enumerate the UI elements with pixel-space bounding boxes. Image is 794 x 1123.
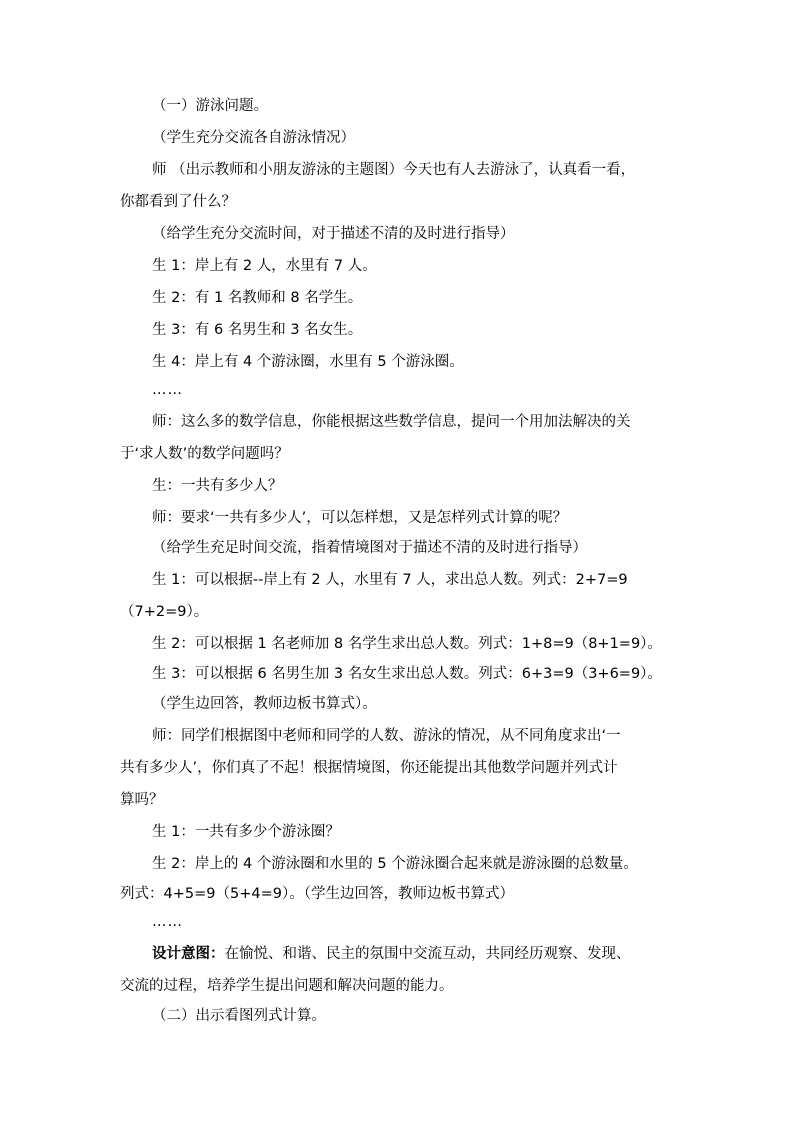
- paragraph-line: 交流的过程，培养学生提出问题和解决问题的能力。: [120, 978, 454, 994]
- paragraph-line: 生 3：可以根据 6 名男生加 3 名女生求出总人数。列式：6+3=9（3+6=9）。: [152, 666, 662, 682]
- ellipsis-line: ……: [152, 914, 183, 930]
- paragraph-line: 于‘求人数’的数学问题吗？: [120, 446, 289, 462]
- paragraph-line: 生 1：一共有多少个游泳圈？: [152, 824, 340, 840]
- paragraph-line: 生 2：岸上的 4 个游泳圈和水里的 5 个游泳圈合起来就是游泳圈的总数量。: [152, 856, 638, 872]
- paragraph-line: 师 （出示教师和小朋友游泳的主题图）今天也有人去游泳了，认真看一看，: [152, 162, 636, 178]
- paragraph-line: 你都看到了什么？: [120, 194, 236, 210]
- ellipsis-line: ……: [152, 382, 183, 398]
- paragraph-line: 师：这么多的数学信息，你能根据这些数学信息，提问一个用加法解决的关: [152, 414, 631, 430]
- paragraph-line: 共有多少人’，你们真了不起！根据情境图，你还能提出其他数学问题并列式计: [120, 760, 618, 776]
- paragraph-line: （学生边回答，教师边板书算式）。: [152, 696, 377, 712]
- paragraph-line: 生 4：岸上有 4 个游泳圈，水里有 5 个游泳圈。: [152, 354, 464, 370]
- section-heading-swimming: （一）游泳问题。: [152, 98, 268, 114]
- paragraph-line: 列式：4+5=9（5+4=9）。（学生边回答，教师边板书算式）: [120, 886, 514, 902]
- paragraph-line: 生：一共有多少人？: [152, 478, 283, 494]
- paragraph-line: （给学生充足时间交流，指着情境图对于描述不清的及时进行指导）: [152, 540, 587, 556]
- paragraph-line: 生 2：可以根据 1 名老师加 8 名学生求出总人数。列式：1+8=9（8+1=9）。: [152, 636, 662, 652]
- paragraph-line: 生 3：有 6 名男生和 3 名女生。: [152, 322, 363, 338]
- paragraph-line: 生 1：岸上有 2 人，水里有 7 人。: [152, 258, 377, 274]
- paragraph-line: 算吗？: [120, 792, 164, 808]
- paragraph-line: （给学生充分交流时间，对于描述不清的及时进行指导）: [152, 226, 515, 242]
- paragraph-line: （7+2=9）。: [120, 604, 209, 620]
- design-intent-text: 在愉悦、和谐、民主的氛围中交流互动，共同经历观察、发现、: [224, 946, 631, 962]
- paragraph-line: （学生充分交流各自游泳情况）: [152, 130, 355, 146]
- paragraph-line: 生 2：有 1 名教师和 8 名学生。: [152, 290, 363, 306]
- paragraph-line: 师：要求‘一共有多少人’，可以怎样想，又是怎样列式计算的呢？: [152, 510, 568, 526]
- design-intent-label: 设计意图：: [152, 946, 225, 962]
- section-heading-picture-calc: （二）出示看图列式计算。: [152, 1008, 326, 1024]
- paragraph-line: 生 1：可以根据--岸上有 2 人，水里有 7 人，求出总人数。列式：2+7=9: [152, 572, 628, 588]
- paragraph-line: 师：同学们根据图中老师和同学的人数、游泳的情况，从不同角度求出‘一: [152, 728, 621, 744]
- design-intent-paragraph: [152, 944, 631, 964]
